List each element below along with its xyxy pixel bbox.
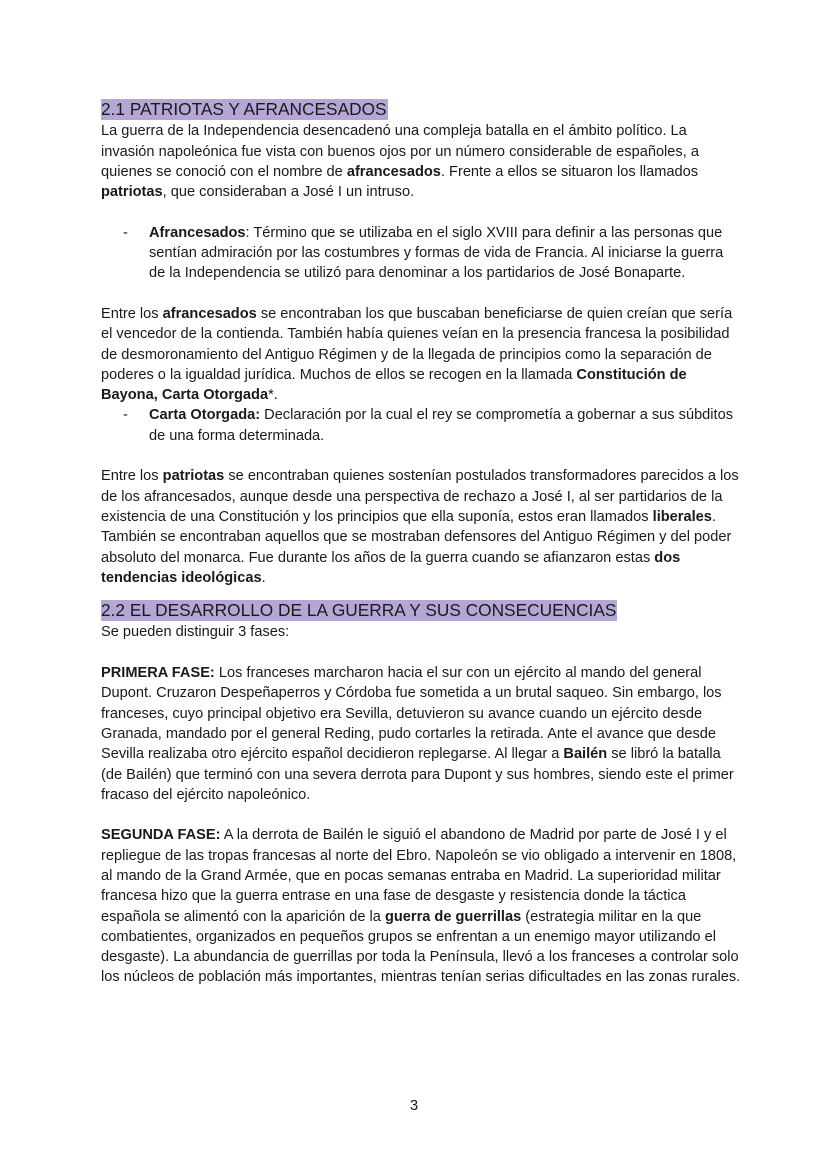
definition-list-carta-otorgada: [101, 405, 741, 446]
text-run: . También se encontraban aquellos que se mostraban defensores del Antiguo Régimen y del poder absoluto del monarca. Fue durante los años de la guerra cuando se afianzaron estas: [101, 508, 732, 566]
section-heading-desarrollo-guerra: 2.2 EL DESARROLLO DE LA GUERRA Y SUS CONSECUENCIAS: [101, 600, 617, 621]
spacer: [101, 805, 741, 825]
spacer: [101, 202, 741, 222]
patriotas-paragraph: [101, 466, 741, 588]
phase-one-paragraph: [101, 663, 741, 805]
spacer: [101, 588, 741, 600]
dash-bullet-icon: -: [123, 407, 128, 424]
definition-text: : Término que se utilizaba en el siglo XVIII para definir a las personas que sentían admiración por las costumbres y formas de vida de Francia. Al iniciarse la guerra de la Independencia se utilizó para denominar a los partidarios de José Bonaparte.: [149, 224, 724, 282]
phase-two-paragraph: [101, 825, 741, 987]
section-heading-patriotas-afrancesados: 2.1 PATRIOTAS Y AFRANCESADOS: [101, 99, 387, 119]
bold-term: afrancesados: [162, 305, 257, 322]
text-run: se encontraban los que buscaban beneficiarse de quien creían que sería el vencedor de la contienda. También había quienes veían en la presencia francesa la posibilidad de desmoronamiento del Antiguo Régimen y de la llegada de principios como la separación de poderes o la igualdad jurídica. Muchos de ellos se recogen en la llamada: [101, 305, 733, 383]
bold-term: Bailén: [563, 746, 608, 763]
spacer: [101, 284, 741, 304]
intro-paragraph: [101, 121, 741, 202]
text-run: . Frente a ellos se situaron los llamados: [440, 163, 699, 180]
page-number: 3: [409, 1098, 419, 1114]
text-run: Entre los: [101, 305, 163, 322]
phase-label: SEGUNDA FASE:: [101, 827, 221, 844]
text-run: Entre los: [101, 468, 163, 485]
afrancesados-paragraph: [101, 304, 741, 405]
text-run: La guerra de la Independencia desencadenó una compleja batalla en el ámbito político. La invasión napoleónica fue vista con buenos ojos por un número considerable de españoles, a quienes se conoció con el nombre de: [101, 123, 699, 180]
dash-bullet-icon: -: [123, 224, 128, 241]
bold-term: dos tendencias ideológicas: [101, 549, 681, 586]
document-page: [101, 99, 741, 988]
text-run: se encontraban quienes sostenían postulados transformadores parecidos a los de los afrancesados, aunque desde una perspectiva de rechazo a José I, al ser partidarios de la existencia de una Constitución y los principios que ella suponía, estos eran llamados: [101, 468, 739, 525]
text-run: .: [261, 569, 266, 586]
definition-text: Declaración por la cual el rey se comprometía a gobernar a sus súbditos de una forma determinada.: [149, 407, 734, 444]
bold-term: patriotas: [162, 468, 225, 485]
phases-intro: Se pueden distinguir 3 fases:: [101, 624, 290, 641]
bold-term: liberales: [652, 508, 712, 525]
spacer: [101, 446, 741, 466]
spacer: [101, 643, 741, 663]
bold-term: afrancesados: [346, 163, 441, 180]
definition-item: [101, 223, 741, 284]
phase-label: PRIMERA FASE:: [101, 665, 215, 682]
text-run: , que consideraban a José I un intruso.: [162, 184, 415, 201]
bold-term: Constitución de Bayona, Carta Otorgada: [101, 366, 687, 404]
definition-list-afrancesados: [101, 223, 741, 284]
text-run: A la derrota de Bailén le siguió el abandono de Madrid por parte de José I y el repliegue de las tropas francesas al norte del Ebro. Napoleón se vio obligado a intervenir en 1808, al mando de la Grand Armée, que en pocas semanas entraba en Madrid. La superioridad militar francesa hizo que la guerra entrase en una fase de desgaste y resistencia donde la táctica española se alimentó con la aparición de la: [101, 827, 737, 925]
definition-term: Carta Otorgada:: [149, 407, 261, 424]
bold-term: patriotas: [101, 184, 163, 201]
text-run: Los franceses marcharon hacia el sur con un ejército al mando del general Dupont. Cruzaron Despeñaperros y Córdoba fue sometida a un brutal saqueo. Sin embargo, los franceses, cuyo principal objetivo era Sevilla, detuvieron su avance cuando un ejército desde Granada, mandado por el general Reding, pudo cortarles la retirada. Ante el avance que desde Sevilla realizaba otro ejército español decidieron replegarse. Al llegar a: [101, 665, 722, 763]
text-run: (estrategia militar en la que combatientes, organizados en pequeños grupos se enfrentan a un enemigo mayor utilizando el desgaste). La abundancia de guerrillas por toda la Península, llevó a los franceses a controlar solo los núcleos de población más importantes, mientras tenían serias dificultades en las zonas rurales.: [101, 908, 741, 986]
text-run: se libró la batalla (de Bailén) que terminó con una severa derrota para Dupont y sus hombres, siendo este el primer fracaso del ejército napoleónico.: [101, 746, 734, 803]
bold-term: guerra de guerrillas: [384, 908, 522, 925]
definition-term: Afrancesados: [149, 224, 246, 241]
text-run: *.: [268, 387, 278, 404]
definition-item: [101, 405, 741, 446]
